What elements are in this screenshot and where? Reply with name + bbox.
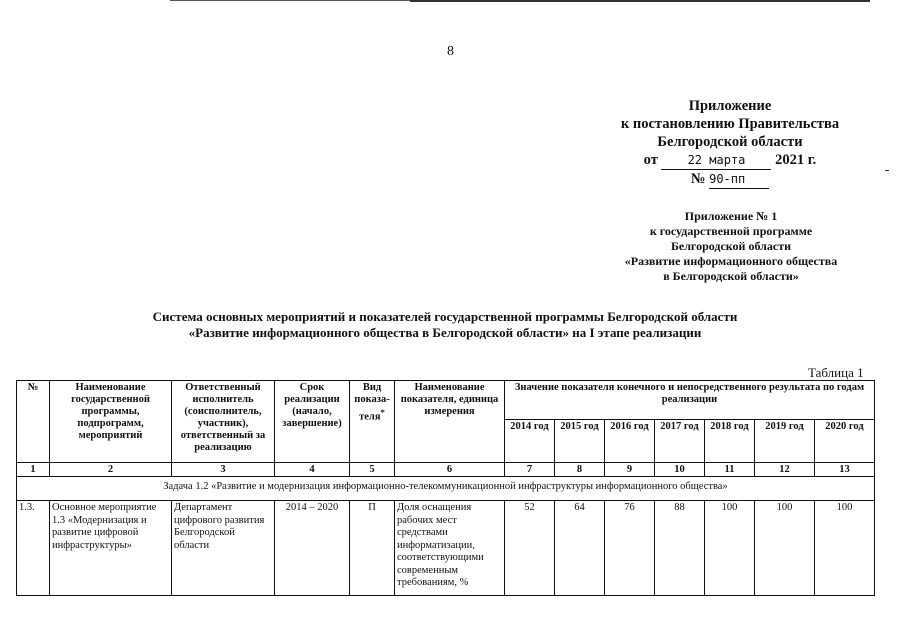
appendix1-line3: Белгородской области xyxy=(670,239,792,253)
header-year: 2017 год xyxy=(655,420,705,463)
header-executor: Ответственный исполнитель (соисполнитель, участник), ответственный за реализацию xyxy=(172,381,275,463)
appendix1-line2: к государственной программе xyxy=(649,224,813,238)
col-number: 8 xyxy=(555,463,605,477)
title-line1: Система основных мероприятий и показателей государственной программы Белгородской области xyxy=(152,309,738,324)
col-number: 3 xyxy=(172,463,275,477)
row-value: 76 xyxy=(605,501,655,596)
appendix-line2: к постановлению Правительства xyxy=(620,116,840,132)
column-numbers-row xyxy=(17,463,875,477)
appendix-line1: Приложение xyxy=(688,98,772,114)
header-year: 2019 год xyxy=(755,420,815,463)
document-title xyxy=(100,309,790,341)
col-number: 10 xyxy=(655,463,705,477)
number-prefix: № xyxy=(690,171,706,187)
col-number: 11 xyxy=(705,463,755,477)
header-indicator: Наименование показателя, единица измерения xyxy=(395,381,505,463)
row-executor: Департамент цифрового развития Белгородской области xyxy=(172,501,275,596)
header-type-mark: * xyxy=(380,407,385,417)
col-number: 5 xyxy=(350,463,395,477)
row-value: 52 xyxy=(505,501,555,596)
header-year: 2015 год xyxy=(555,420,605,463)
header-year: 2014 год xyxy=(505,420,555,463)
header-year: 2018 год xyxy=(705,420,755,463)
appendix-date xyxy=(600,151,860,170)
date-value: 22 марта xyxy=(661,151,771,170)
appendix-line3: Белгородской области xyxy=(657,134,803,150)
title-line2: «Развитие информационного общества в Белгородской области» на I этапе реализации xyxy=(188,325,702,340)
date-suffix: 2021 г. xyxy=(775,152,817,168)
header-type xyxy=(350,381,395,463)
indicators-table xyxy=(16,380,875,596)
col-number: 4 xyxy=(275,463,350,477)
row-value: 88 xyxy=(655,501,705,596)
row-name: Основное мероприятие 1.3 «Модернизация и развитие цифровой инфраструктуры» xyxy=(50,501,172,596)
date-prefix: от xyxy=(643,152,658,168)
scan-edge-line xyxy=(410,0,870,2)
header-type-text: Вид показа-теля xyxy=(354,382,390,423)
header-num: № xyxy=(17,381,50,463)
col-number: 2 xyxy=(50,463,172,477)
row-term: 2014 – 2020 xyxy=(275,501,350,596)
appendix1-line1: Приложение № 1 xyxy=(684,209,778,223)
col-number: 6 xyxy=(395,463,505,477)
row-indicator: Доля оснащения рабочих мест средствами информатизации, соответствующими современным требованиям, % xyxy=(395,501,505,596)
header-values-group: Значение показателя конечного и непосредственного результата по годам реализации xyxy=(505,381,875,420)
page-number: 8 xyxy=(447,44,454,59)
appendix1-block xyxy=(600,209,862,284)
col-number: 7 xyxy=(505,463,555,477)
row-value: 100 xyxy=(755,501,815,596)
col-number: 1 xyxy=(17,463,50,477)
table-row xyxy=(17,501,875,596)
appendix1-line5: в Белгородской области» xyxy=(663,269,799,283)
appendix-block xyxy=(600,97,860,189)
col-number: 12 xyxy=(755,463,815,477)
header-year: 2020 год xyxy=(815,420,875,463)
header-term: Срок реализации (начало, завершение) xyxy=(275,381,350,463)
number-value: 90-пп xyxy=(709,170,769,189)
task-title: Задача 1.2 «Развитие и модернизация информационно-телекоммуникационной инфраструктуры информационного общества» xyxy=(17,477,875,501)
row-value: 100 xyxy=(815,501,875,596)
appendix1-line4: «Развитие информационного общества xyxy=(624,254,838,268)
scan-mark xyxy=(885,170,889,171)
col-number: 13 xyxy=(815,463,875,477)
row-value: 64 xyxy=(555,501,605,596)
header-name: Наименование государственной программы, подпрограмм, мероприятий xyxy=(50,381,172,463)
task-row xyxy=(17,477,875,501)
col-number: 9 xyxy=(605,463,655,477)
header-row xyxy=(17,381,875,420)
row-value: 100 xyxy=(705,501,755,596)
row-num: 1.3. xyxy=(17,501,50,596)
row-type: П xyxy=(350,501,395,596)
appendix-number xyxy=(600,170,860,189)
table-label: Таблица 1 xyxy=(808,365,864,380)
header-year: 2016 год xyxy=(605,420,655,463)
